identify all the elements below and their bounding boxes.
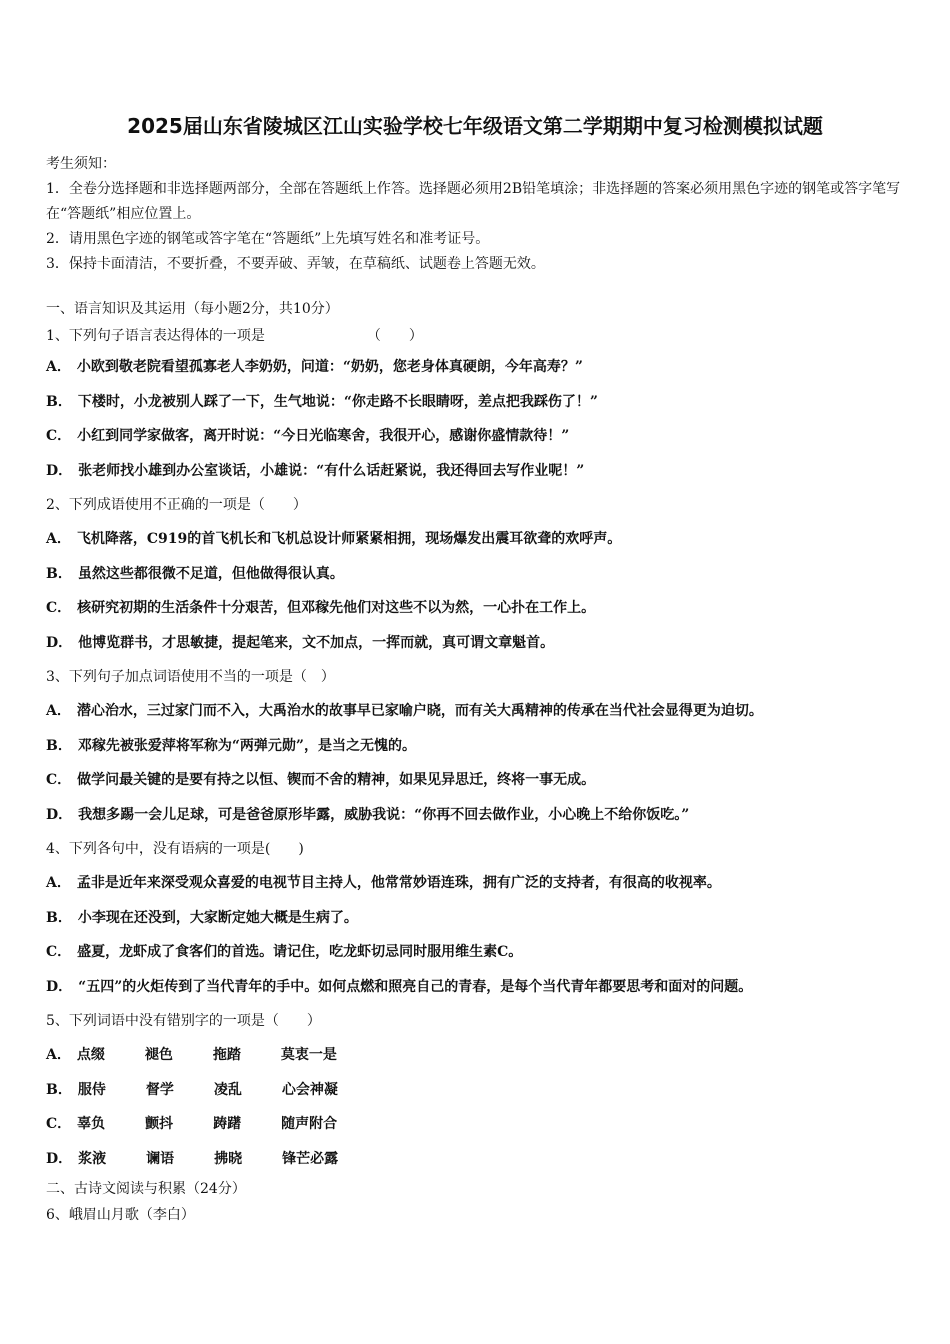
section-2-title: 二、古诗文阅读与积累（24分）	[46, 1181, 246, 1197]
question-1-option-b: B． 下楼时，小龙被别人踩了一下，生气地说：“你走路不长眼睛呀，差点把我踩伤了！”	[46, 393, 598, 410]
question-4-stem: 4、下列各句中，没有语病的一项是( )	[46, 841, 304, 857]
notice-item-1: 1．全卷分选择题和非选择题两部分，全部在答题纸上作答。选择题必须用2B铅笔填涂；非选择题的答案必须用黑色字迹的钢笔或答字笔写在“答题纸”相应位置上。	[46, 181, 901, 222]
question-1-option-a: A． 小欧到敬老院看望孤寡老人李奶奶，问道：“奶奶，您老身体真硬朗，今年高寿？”	[46, 359, 583, 375]
question-5-option-c: C． 辜负 颤抖 踌躇 随声附合	[46, 1116, 338, 1132]
question-2-option-b: B． 虽然这些都很微不足道，但他做得很认真。	[46, 565, 344, 582]
question-3-option-c: C． 做学问最关键的是要有持之以恒、锲而不舍的精神，如果见异思迁，终将一事无成。	[46, 772, 596, 788]
section-1-title: 一、语言知识及其运用（每小题2分，共10分）	[46, 301, 339, 317]
question-2-stem: 2、下列成语使用不正确的一项是（ ）	[46, 497, 307, 513]
exam-title: 2025届山东省陵城区江山实验学校七年级语文第二学期期中复习检测模拟试题	[127, 114, 823, 138]
question-2-option-a: A． 飞机降落，C919的首飞机长和飞机总设计师紧紧相拥，现场爆发出震耳欲聋的欢呼声。	[46, 531, 622, 547]
question-5-option-b: B． 服侍 督学 凌乱 心会神凝	[46, 1081, 338, 1098]
question-4-option-c: C． 盛夏，龙虾成了食客们的首选。请记住，吃龙虾切忌同时服用维生素C。	[46, 944, 523, 960]
question-1-stem	[46, 322, 906, 350]
question-6-stem: 6、峨眉山月歌（李白）	[46, 1207, 195, 1223]
notice-heading: 考生须知：	[46, 156, 116, 172]
question-5-option-a: A． 点缀 褪色 拖踏 莫衷一是	[46, 1047, 337, 1063]
question-1-option-d: D． 张老师找小雄到办公室谈话，小雄说：“有什么话赶紧说，我还得回去写作业呢！”	[46, 462, 585, 479]
question-4-option-a: A． 孟非是近年来深受观众喜爱的电视节目主持人，他常常妙语连珠，拥有广泛的支持者，有很高的收视率。	[46, 875, 721, 891]
question-4-option-d: D． “五四”的火炬传到了当代青年的手中。如何点燃和照亮自己的青春，是每个当代青年都要思考和面对的问题。	[46, 978, 753, 995]
question-3-option-d: D． 我想多踢一会儿足球，可是爸爸原形毕露，威胁我说：“你再不回去做作业，小心晚上不给你饭吃。”	[46, 806, 690, 823]
question-2-option-d: D． 他博览群书，才思敏捷，提起笔来，文不加点，一挥而就，真可谓文章魁首。	[46, 634, 555, 651]
question-5-stem: 5、下列词语中没有错别字的一项是（ ）	[46, 1013, 321, 1029]
exam-content	[46, 296, 906, 1228]
question-3-stem: 3、下列句子加点词语使用不当的一项是（ ）	[46, 669, 335, 685]
question-1-text: 1、下列句子语言表达得体的一项是	[46, 328, 265, 344]
question-1-paren: （ ）	[366, 328, 423, 344]
question-5-option-d: D． 浆液 谰语 拂晓 锋芒必露	[46, 1150, 339, 1167]
question-4-option-b: B． 小李现在还没到，大家断定她大概是生病了。	[46, 909, 358, 926]
question-3-option-a: A． 潜心治水，三过家门而不入，大禹治水的故事早已家喻户晓，而有关大禹精神的传承在当代社会显得更为迫切。	[46, 703, 763, 719]
question-3-option-b: B． 邓稼先被张爱萍将军称为“两弹元勋”，是当之无愧的。	[46, 737, 416, 754]
notice-item-3: 3．保持卡面清洁，不要折叠，不要弄破、弄皱，在草稿纸、试题卷上答题无效。	[46, 256, 545, 272]
question-2-option-c: C． 核研究初期的生活条件十分艰苦，但邓稼先他们对这些不以为然，一心扑在工作上。	[46, 600, 596, 616]
question-1-option-c: C． 小红到同学家做客，离开时说：“今日光临寒舍，我很开心，感谢你盛情款待！”	[46, 428, 570, 444]
candidate-notice	[46, 152, 906, 277]
notice-item-2: 2．请用黑色字迹的钢笔或答字笔在“答题纸”上先填写姓名和准考证号。	[46, 231, 490, 247]
